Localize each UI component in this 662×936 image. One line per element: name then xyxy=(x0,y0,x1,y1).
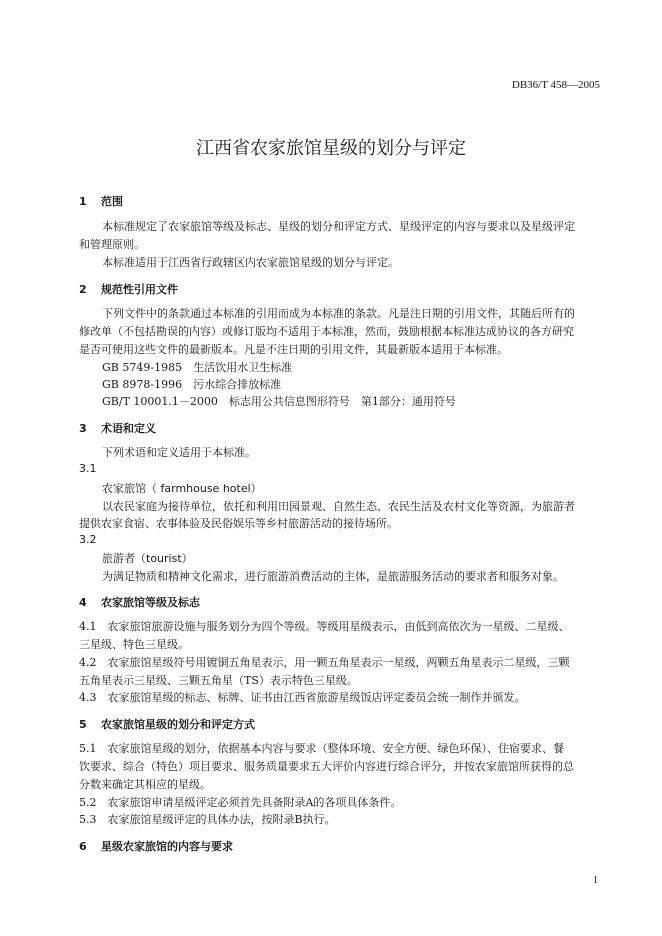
clause-line: 5.3 农家旅馆星级评定的具体办法，按附录B执行。 xyxy=(79,813,336,826)
document-id: DB36/T 458—2005 xyxy=(511,79,600,91)
paragraph-line: 修改单（不包括勘误的内容）或修订版均不适用于本标准，然而，鼓励根据本标准达成协议的各方研究 xyxy=(79,325,574,338)
clause-line: 5.1 农家旅馆星级的划分，依据基本内容与要求（整体环境、安全方便、绿色环保）、住宿要求、餐 xyxy=(79,742,564,755)
reference-item: GB 5749-1985 生活饮用水卫生标准 xyxy=(102,361,293,374)
clause-line: 五角星表示三星级、三颗五角星（TS）表示特色三星级。 xyxy=(79,674,358,687)
section-number: 5 xyxy=(79,718,87,731)
section-number: 4 xyxy=(79,596,87,609)
section-5-heading xyxy=(79,716,255,732)
section-1-heading xyxy=(79,193,123,209)
section-4-heading xyxy=(79,594,200,610)
reference-item: GB 8978-1996 污水综合排放标准 xyxy=(102,378,282,391)
term-name: 农家旅馆（ farmhouse hotel） xyxy=(102,482,262,495)
section-number: 1 xyxy=(79,195,87,208)
clause-line: 饮要求、综合（特色）项目要求、服务质量要求五大评价内容进行综合评分，并按农家旅馆所获得的总 xyxy=(79,760,574,773)
section-number: 3 xyxy=(79,422,87,435)
clause-line: 4.1 农家旅馆旅游设施与服务划分为四个等级。等级用星级表示，由低到高依次为一星级、二星级、 xyxy=(79,620,570,633)
section-number: 6 xyxy=(79,840,87,853)
paragraph-line: 和管理原则。 xyxy=(79,238,145,251)
paragraph-line: 本标准规定了农家旅馆等级及标志、星级的划分和评定方式、星级评定的内容与要求以及星级评定 xyxy=(102,220,575,233)
paragraph-line: 本标准适用于江西省行政辖区内农家旅馆星级的划分与评定。 xyxy=(102,256,399,269)
section-title: 术语和定义 xyxy=(101,422,156,435)
section-title: 农家旅馆星级的划分和评定方式 xyxy=(101,718,255,731)
term-number: 3.2 xyxy=(79,533,97,546)
page-title: 江西省农家旅馆星级的划分与评定 xyxy=(196,138,466,159)
definition-line: 以农民家庭为接待单位，依托和利用田园景观、自然生态、农民生活及农村文化等资源，为旅游者 xyxy=(102,500,575,513)
reference-item: GB/T 10001.1－2000 标志用公共信息图形符号 第1部分：通用符号 xyxy=(102,395,456,408)
section-6-heading xyxy=(79,838,233,854)
section-title: 规范性引用文件 xyxy=(101,283,178,296)
clause-line: 4.3 农家旅馆星级的标志、标牌、证书由江西省旅游星级饭店评定委员会统一制作并颁发。 xyxy=(79,691,526,704)
section-number: 2 xyxy=(79,283,87,296)
paragraph-line: 是否可使用这些文件的最新版本。凡是不注日期的引用文件，其最新版本适用于本标准。 xyxy=(79,343,508,356)
clause-line: 分数来确定其相应的星级。 xyxy=(79,778,211,791)
paragraph-line: 下列文件中的条款通过本标准的引用而成为本标准的条款。凡是注日期的引用文件，其随后所有的 xyxy=(102,307,575,320)
clause-line: 三星级、特色三星级。 xyxy=(79,638,189,651)
definition-line: 提供农家食宿、农事体验及民俗娱乐等乡村旅游活动的接待场所。 xyxy=(79,517,398,530)
definition-line: 为满足物质和精神文化需求，进行旅游消费活动的主体，是旅游服务活动的要求者和服务对象。 xyxy=(102,570,564,583)
clause-line: 4.2 农家旅馆星级符号用镀铜五角星表示，用一颗五角星表示一星级，两颗五角星表示二星级，三颗 xyxy=(79,656,570,669)
clause-line: 5.2 农家旅馆申请星级评定必须首先具备附录A的各项具体条件。 xyxy=(79,796,402,809)
term-number: 3.1 xyxy=(79,462,97,475)
section-title: 范围 xyxy=(101,195,123,208)
section-title: 农家旅馆等级及标志 xyxy=(101,596,200,609)
section-3-heading xyxy=(79,420,156,436)
term-name: 旅游者（tourist） xyxy=(102,552,193,565)
page-number: 1 xyxy=(593,875,598,886)
section-title: 星级农家旅馆的内容与要求 xyxy=(101,840,233,853)
section-2-heading xyxy=(79,281,178,297)
paragraph-line: 下列术语和定义适用于本标准。 xyxy=(102,446,256,459)
